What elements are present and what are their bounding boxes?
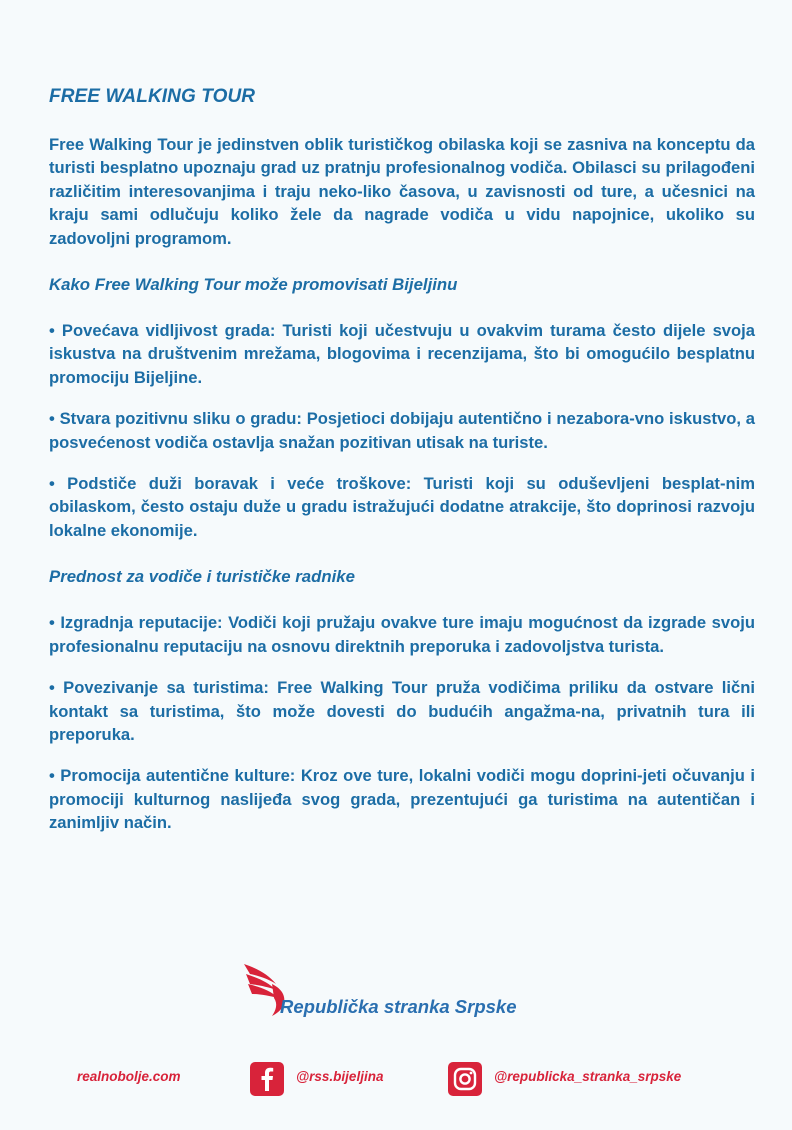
instagram-icon[interactable] (448, 1062, 482, 1096)
intro-paragraph: Free Walking Tour je jedinstven oblik turističkog obilaska koji se zasniva na konceptu da turisti besplatno upoznaju grad uz pratnju profesionalnog vodiča. Obilasci su prilagođeni različitim interesovanjima i traju neko-liko časova, u zavisnosti od ture, a učesnici na kraju sami odlučuju koliko žele da nagrade vodiča u vidu napojnice, ukoliko su zadovoljni programom. (49, 135, 755, 248)
footer (0, 1060, 792, 1100)
instagram-handle[interactable]: @republicka_stranka_srpske (494, 1069, 682, 1084)
list-item: • Stvara pozitivnu sliku o gradu: Posjetioci dobijaju autentično i nezabora-vno iskustvo, a posvećenost vodiča ostavlja snažan pozitivan utisak na turiste. (49, 409, 755, 452)
list-item: • Povezivanje sa turistima: Free Walking Tour pruža vodičima priliku da ostvare lični kontakt sa turistima, što može dovesti do budućih angažma-na, privatnih tura ili preporuka. (49, 678, 755, 744)
document-body (49, 86, 755, 853)
section-heading-guides: Prednost za vodiče i turističke radnike (49, 567, 355, 587)
list-item: • Promocija autentične kulture: Kroz ove ture, lokalni vodiči mogu doprini-jeti očuvanju i promociji kulturnog naslijeđa svog grada, prezentujući ga turistima na autentičan i zanimljiv način. (49, 766, 755, 833)
list-item: • Izgradnja reputacije: Vodiči koji pružaju ovakve ture imaju mogućnost da izgrade svoju profesionalnu reputaciju na osnovu direktnih preporuka i zadovoljstva turista. (49, 613, 755, 656)
website-link[interactable]: realnobolje.com (77, 1069, 181, 1084)
party-logo (242, 960, 572, 1020)
section-heading-promotion: Kako Free Walking Tour može promovisati Bijeljinu (49, 275, 458, 295)
list-item: • Podstiče duži boravak i veće troškove: Turisti koji su oduševljeni besplat-nim obilaskom, često ostaju duže u gradu istražujući dodatne atrakcije, što doprinosi razvoju lokalne ekonomije. (49, 474, 755, 540)
logo-text: Republička stranka Srpske (280, 996, 517, 1017)
list-item: • Povećava vidljivost grada: Turisti koji učestvuju u ovakvim turama često dijele svoja iskustva na društvenim mrežama, blogovima i recenzijama, što bi omogućilo besplatnu promociju Bijeljine. (49, 321, 755, 387)
page-title: FREE WALKING TOUR (49, 86, 256, 107)
facebook-handle[interactable]: @rss.bijeljina (296, 1069, 384, 1084)
facebook-icon[interactable] (250, 1062, 284, 1096)
